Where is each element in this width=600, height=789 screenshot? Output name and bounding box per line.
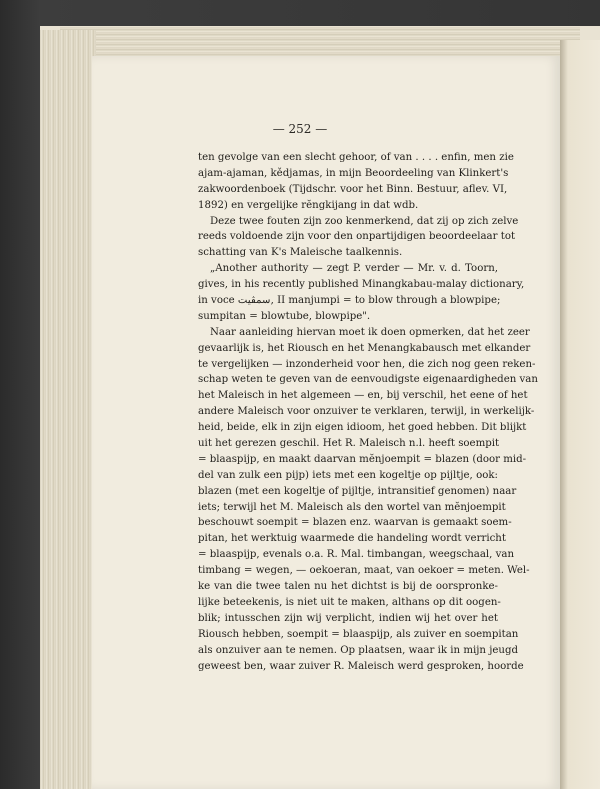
- text-line: heid, beide, elk in zijn eigen idioom, het goed hebben. Dit blijkt: [198, 422, 527, 434]
- text-line: in voce سمڤيت, II manjumpi = to blow through a blowpipe;: [198, 295, 501, 307]
- text-line: timbang = wegen, — oekoeran, maat, van oekoer = meten. Wel-: [198, 565, 530, 577]
- text-line: Naar aanleiding hiervan moet ik doen opmerken, dat het zeer: [210, 326, 530, 338]
- text-line: 1892) en vergelijke rĕngkijang in dat wdb.: [198, 199, 419, 211]
- page-number: — 252 —: [272, 122, 328, 136]
- text-line: Riousch hebben, soempit = blaaspijp, als zuiver en soempitan: [198, 628, 519, 640]
- text-line: ten gevolge van een slecht gehoor, of van . . . . enfin, men zie: [198, 152, 514, 163]
- text-line: gives, in his recently published Minangkabau-malay dictionary,: [198, 279, 525, 291]
- text-line: ke van die twee talen nu het dichtst is bij de oorspronke-: [198, 581, 498, 593]
- text-line: schatting van K's Maleische taalkennis.: [198, 247, 403, 259]
- text-line: als onzuiver aan te nemen. Op plaatsen, waar ik in mijn jeugd: [198, 644, 518, 656]
- text-line: beschouwt soempit = blazen enz. waarvan is gemaakt soem-: [198, 517, 512, 529]
- text-line: ajam-ajaman, kědjamas, in mijn Beoordeeling van Klinkert's: [198, 167, 509, 179]
- text-line: het Maleisch in het algemeen — en, bij verschil, het eene of het: [198, 390, 528, 402]
- text-line: uit het gerezen geschil. Het R. Maleisch n.l. heeft soempit: [198, 438, 500, 450]
- text-line: andere Maleisch voor onzuiver te verklaren, terwijl, in werkelijk-: [198, 406, 535, 418]
- page-stack-left: [40, 30, 96, 789]
- text-line: te vergelijken — inzonderheid voor hen, die zich nog geen reken-: [198, 358, 536, 370]
- text-line: „Another authority — zegt P. verder — Mr. v. d. Toorn,: [210, 263, 498, 275]
- text-line: schap weten te geven van de eenvoudigste eigenaardigheden van: [198, 374, 538, 386]
- facing-page: [560, 40, 600, 789]
- text-line: geweest ben, waar zuiver R. Maleisch werd gesproken, hoorde: [198, 660, 524, 672]
- text-line: blik; intusschen zijn wij verplicht, indien wij het over het: [198, 612, 498, 624]
- text-line: pitan, het werktuig waarmede die handeling wordt verricht: [198, 533, 506, 545]
- text-line: = blaaspijp, evenals o.a. R. Mal. timbangan, weegschaal, van: [198, 549, 515, 561]
- text-line: Deze twee fouten zijn zoo kenmerkend, dat zij op zich zelve: [210, 215, 519, 227]
- text-line: gevaarlijk is, het Riousch en het Menangkabausch met elkander: [198, 342, 531, 354]
- text-line: blazen (met een kogeltje of pijltje, intransitief genomen) naar: [198, 485, 517, 497]
- page-stack-top: [60, 26, 580, 58]
- text-line: = blaaspijp, en maakt daarvan mĕnjoempit = blazen (door mid-: [198, 453, 527, 465]
- text-line: iets; terwijl het M. Maleisch als den wortel van mĕnjoempit: [198, 501, 506, 513]
- text-line: reeds voldoende zijn voor den onpartijdigen beoordeelaar tot: [198, 231, 516, 243]
- text-line: zakwoordenboek (Tijdschr. voor het Binn. Bestuur, aflev. VI,: [198, 183, 508, 195]
- body-text: [198, 150, 538, 674]
- text-line: del van zulk een pijp) iets met een kogeltje op pijltje, ook:: [198, 469, 498, 481]
- text-line: sumpitan = blowtube, blowpipe".: [198, 310, 371, 322]
- text-line: lijke beteekenis, is niet uit te maken, althans op dit oogen-: [198, 596, 501, 608]
